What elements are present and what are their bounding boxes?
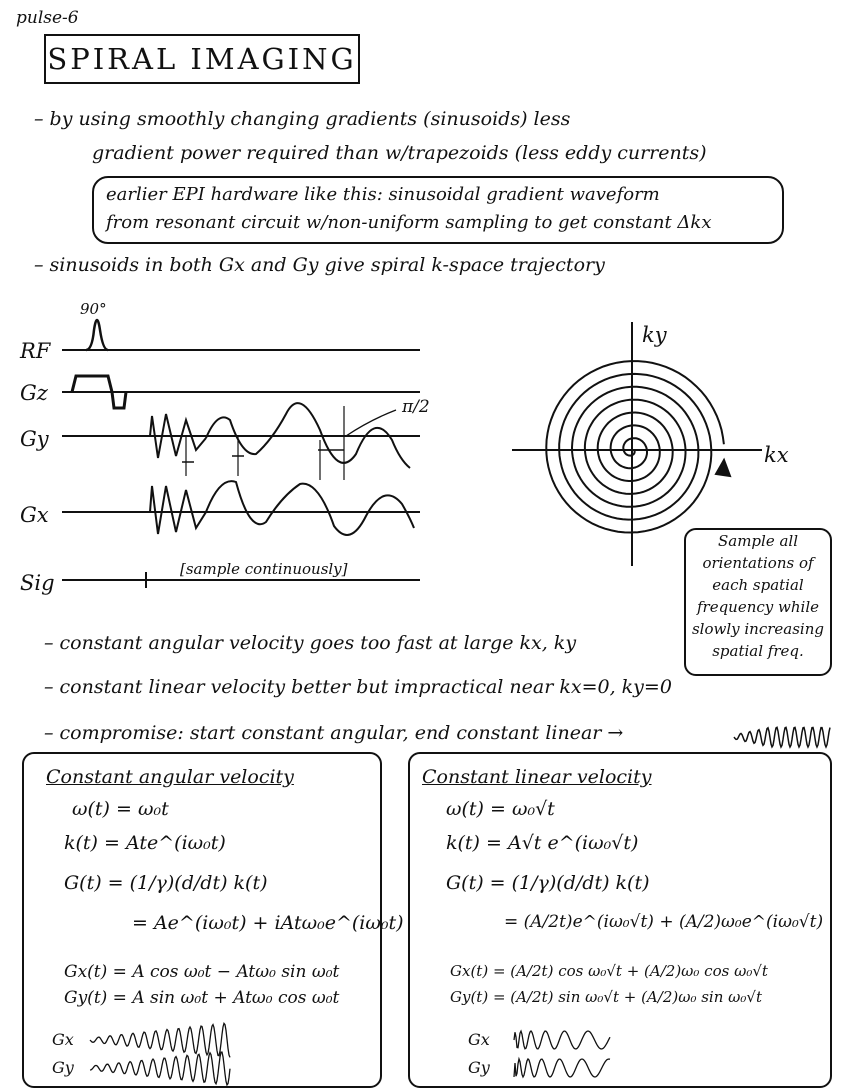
right-gx-label: Gx (468, 1030, 490, 1049)
side-note-box (684, 528, 832, 676)
label-sig: Sig (20, 571, 55, 595)
label-gz: Gz (20, 381, 48, 405)
pi-half-label: π/2 (402, 397, 430, 417)
side-note-line-3: each spatial (712, 576, 804, 594)
left-eq-gy: Gy(t) = A sin ω₀t + Atω₀ cos ω₀t (64, 988, 340, 1008)
side-note-line-5: slowly increasing (691, 620, 824, 638)
bullet-5: – compromise: start constant angular, end constant linear → (44, 722, 624, 744)
label-gy: Gy (20, 427, 49, 451)
left-eq-g-expanded: = Ae^(iω₀t) + iAtω₀e^(iω₀t) (132, 912, 404, 934)
flip-angle-label: 90° (80, 300, 107, 318)
kx-label: kx (764, 443, 789, 467)
constant-linear-panel (408, 752, 832, 1088)
right-panel-title: Constant linear velocity (422, 766, 652, 788)
right-gx-waveform (514, 1031, 610, 1049)
side-note-line-4: frequency while (696, 598, 819, 616)
left-eq-omega: ω(t) = ω₀t (72, 798, 169, 820)
left-gy-waveform (90, 1052, 230, 1085)
side-note-line-2: orientations of (702, 554, 814, 572)
left-gx-label: Gx (52, 1030, 74, 1049)
spiral-end-arrow (716, 460, 730, 476)
right-eq-gx: Gx(t) = (A/2t) cos ω₀√t + (A/2)ω₀ cos ω₀√t (450, 962, 768, 980)
page-title: SPIRAL IMAGING (47, 42, 357, 76)
left-gx-waveform (90, 1023, 230, 1057)
compromise-waveform (734, 727, 830, 747)
right-eq-g-expanded: = (A/2t)e^(iω₀√t) + (A/2)ω₀e^(iω₀√t) (504, 912, 824, 932)
left-eq-g: G(t) = (1/γ)(d/dt) k(t) (64, 872, 268, 894)
compromise-waveform-icon (734, 724, 834, 750)
right-gy-waveform (514, 1059, 610, 1077)
pi-leader (346, 410, 396, 436)
note-box (92, 176, 784, 244)
rf-pulse (86, 320, 108, 350)
sample-continuously-note: [sample continuously] (180, 560, 348, 578)
left-panel-title: Constant angular velocity (46, 766, 294, 788)
side-note-line-6: spatial freq. (712, 642, 804, 660)
right-eq-omega: ω(t) = ω₀√t (446, 798, 555, 820)
label-gx: Gx (20, 503, 49, 527)
left-eq-gx: Gx(t) = A cos ω₀t − Atω₀ sin ω₀t (64, 962, 340, 982)
bullet-2: – sinusoids in both Gx and Gy give spiral k-space trajectory (34, 254, 605, 276)
ky-label: ky (642, 323, 667, 347)
spiral-trajectory (546, 361, 724, 532)
side-note-line-1: Sample all (717, 532, 799, 550)
bullet-1-line-2: gradient power required than w/trapezoids (less eddy currents) (92, 142, 707, 164)
constant-angular-panel (22, 752, 404, 1088)
note-line-1: earlier EPI hardware like this: sinusoidal gradient waveform (106, 184, 660, 205)
bullet-3: – constant angular velocity goes too fast at large kx, ky (44, 632, 577, 654)
bullet-4: – constant linear velocity better but impractical near kx=0, ky=0 (44, 676, 672, 698)
right-gy-label: Gy (468, 1058, 490, 1077)
right-eq-k: k(t) = A√t e^(iω₀√t) (446, 832, 639, 854)
title-box (44, 34, 360, 84)
pulse-sequence-diagram (0, 290, 480, 610)
left-growing-waveforms (90, 1022, 240, 1082)
bullet-1-line-1: – by using smoothly changing gradients (sinusoids) less (34, 108, 571, 130)
left-eq-k: k(t) = Ate^(iω₀t) (64, 832, 226, 854)
gx-waveform (150, 481, 414, 535)
label-rf: RF (20, 339, 51, 363)
right-eq-gy: Gy(t) = (A/2t) sin ω₀√t + (A/2)ω₀ sin ω₀√t (450, 988, 762, 1006)
left-gy-label: Gy (52, 1058, 74, 1077)
note-line-2: from resonant circuit w/non-uniform sampling to get constant Δkx (106, 212, 712, 233)
page-label: pulse-6 (16, 8, 79, 28)
right-constant-waveforms (514, 1022, 624, 1082)
right-eq-g: G(t) = (1/γ)(d/dt) k(t) (446, 872, 650, 894)
